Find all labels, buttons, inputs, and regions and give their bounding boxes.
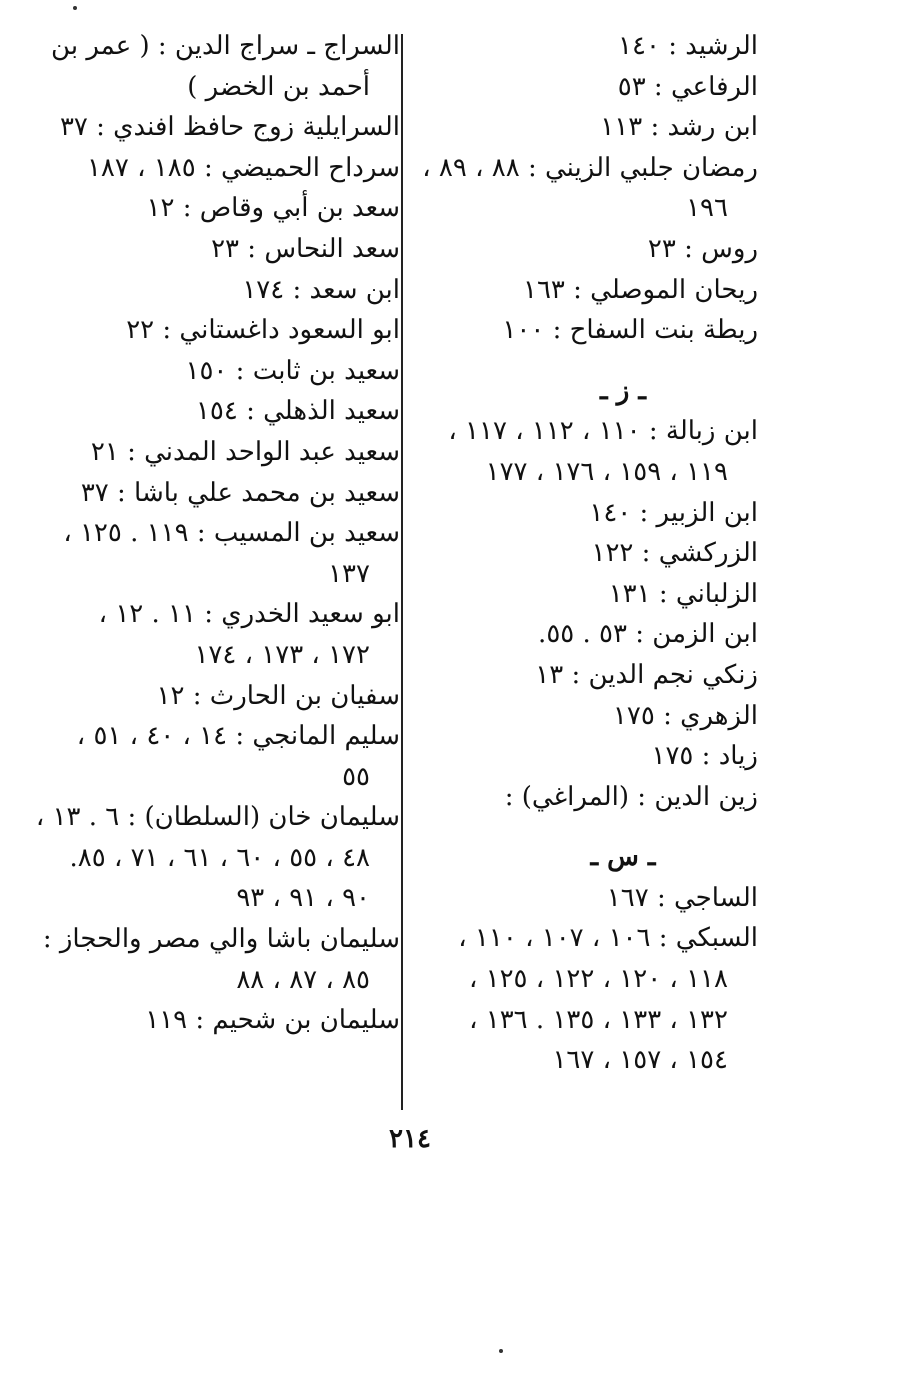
index-entry-line: السراج ـ سراج الدين : ( عمر بن xyxy=(51,31,400,61)
index-entry-line: ٥٥ xyxy=(342,761,370,792)
index-entry-line: زين الدين : (المراغي) : xyxy=(504,781,758,812)
index-entry-line: ١٥٤ ، ١٥٧ ، ١٦٧ xyxy=(552,1045,728,1076)
section-heading: ـ س ـ xyxy=(590,842,656,873)
index-entry-line: سعيد بن ثابت : ١٥٠ xyxy=(185,355,400,386)
index-entry-line: سليمان بن شحيم : ١١٩ xyxy=(145,1005,400,1036)
index-entry-line: ريحان الموصلي : ١٦٣ xyxy=(522,274,758,305)
index-column-left xyxy=(35,26,400,1041)
index-entry-line: روس : ٢٣ xyxy=(647,233,758,264)
index-entry-line: السرايلية زوج حافظ افندي : ٣٧ xyxy=(59,112,400,143)
index-entry-line: زياد : ١٧٥ xyxy=(651,741,758,772)
page-number: ٢١٤ xyxy=(389,1124,431,1154)
index-entry-line: ابن الزمن : ٥٣ . ٥٥. xyxy=(538,619,758,650)
index-column-right xyxy=(418,26,758,1081)
index-entry-line: الرشيد : ١٤٠ xyxy=(618,31,758,61)
index-entry-line: سعيد بن المسيب : ١١٩ . ١٢٥ ، xyxy=(63,518,400,549)
index-entry-line: سعد بن أبي وقاص : ١٢ xyxy=(146,193,400,224)
section-gap xyxy=(418,817,758,837)
index-entry-line: ابن رشد : ١١٣ xyxy=(600,112,758,143)
index-entry-line: سعيد عبد الواحد المدني : ٢١ xyxy=(90,436,400,467)
index-entry-line: ١١٩ ، ١٥٩ ، ١٧٦ ، ١٧٧ xyxy=(485,456,728,487)
section-heading: ـ ز ـ xyxy=(600,375,646,406)
index-entry-line: زنكي نجم الدين : ١٣ xyxy=(535,659,758,690)
index-entry-line: ابو سعيد الخدري : ١١ . ١٢ ، xyxy=(98,599,400,630)
index-entry-line: ١٩٦ xyxy=(686,193,728,224)
column-divider xyxy=(401,34,403,1110)
index-entry-line: الزركشي : ١٢٢ xyxy=(591,538,758,569)
index-entry-line: الرفاعي : ٥٣ xyxy=(617,71,758,102)
index-entry-line: ٤٨ ، ٥٥ ، ٦٠ ، ٦١ ، ٧١ ، ٨٥. xyxy=(69,842,370,873)
index-entry-line: سليمان باشا والي مصر والحجاز : xyxy=(42,924,400,955)
index-entry-line: سعد النحاس : ٢٣ xyxy=(211,233,400,264)
index-entry-line: الزلباني : ١٣١ xyxy=(608,578,758,609)
index-entry-line: سعيد بن محمد علي باشا : ٣٧ xyxy=(80,477,400,508)
scan-speck xyxy=(73,6,77,10)
index-entry-line: ابو السعود داغستاني : ٢٢ xyxy=(126,315,400,346)
index-entry-line: سرداح الحميضي : ١٨٥ ، ١٨٧ xyxy=(86,152,400,183)
index-entry-line: ١٧٢ ، ١٧٣ ، ١٧٤ xyxy=(194,639,370,670)
index-entry-line: ابن سعد : ١٧٤ xyxy=(242,274,400,305)
index-entry-line: ٨٥ ، ٨٧ ، ٨٨ xyxy=(236,964,370,995)
index-entry-line: ١١٨ ، ١٢٠ ، ١٢٢ ، ١٢٥ ، xyxy=(468,964,728,995)
index-entry-line: الزهري : ١٧٥ xyxy=(612,700,758,731)
index-entry-line: رمضان جلبي الزيني : ٨٨ ، ٨٩ ، xyxy=(422,152,758,183)
index-entry-line: سليم المانجي : ١٤ ، ٤٠ ، ٥١ ، xyxy=(76,721,400,752)
index-entry-line: ١٣٧ xyxy=(328,558,370,589)
scan-speck xyxy=(499,1349,503,1353)
index-entry-line: سليمان خان (السلطان) : ٦ . ١٣ ، xyxy=(35,802,400,833)
index-entry-line: أحمد بن الخضر ) xyxy=(187,71,370,102)
index-entry-line: ريطة بنت السفاح : ١٠٠ xyxy=(502,315,758,346)
index-entry-line: ابن الزبير : ١٤٠ xyxy=(589,497,758,528)
index-entry-line: ١٣٢ ، ١٣٣ ، ١٣٥ . ١٣٦ ، xyxy=(469,1004,728,1035)
index-entry-line: ابن زبالة : ١١٠ ، ١١٢ ، ١١٧ ، xyxy=(448,416,758,447)
index-entry-line: السبكي : ١٠٦ ، ١٠٧ ، ١١٠ ، xyxy=(458,923,758,954)
index-entry-line: سعيد الذهلي : ١٥٤ xyxy=(195,396,400,427)
index-entry-line: الساجي : ١٦٧ xyxy=(606,882,758,913)
section-gap xyxy=(418,351,758,371)
index-entry-line: ٩٠ ، ٩١ ، ٩٣ xyxy=(236,883,370,914)
index-entry-line: سفيان بن الحارث : ١٢ xyxy=(156,680,400,711)
